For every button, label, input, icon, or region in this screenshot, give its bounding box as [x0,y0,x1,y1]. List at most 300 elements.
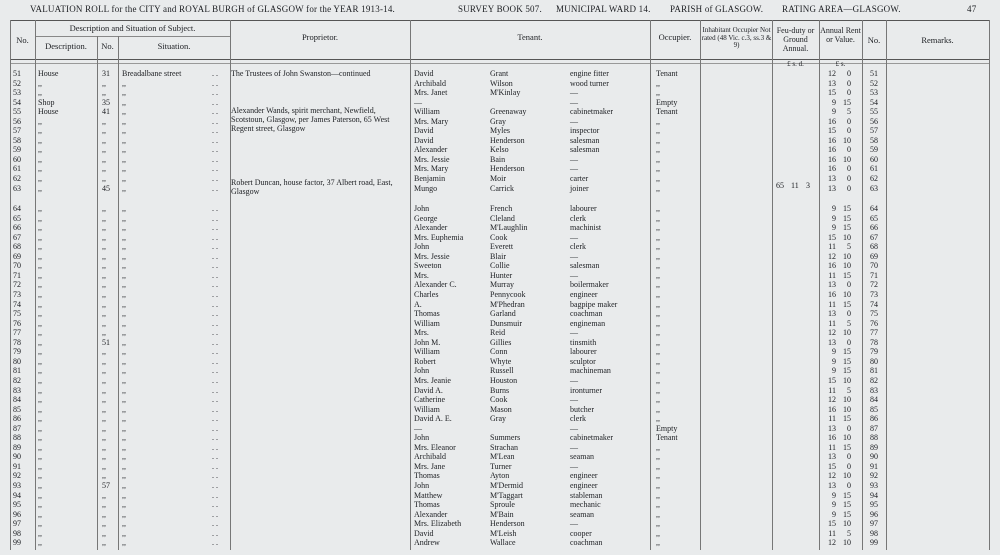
tenant-occupation: labourer [570,204,597,214]
entry-number-right: 55 [870,107,878,117]
col-head-inhabitant: Inhabitant Occupier Not rated (48 Vic. c.3, ss.3 & 9) [701,26,772,49]
rent-shillings: 15 [843,414,851,424]
feu-duty-pounds: 65 [776,181,784,190]
dot-leader: . . [212,480,218,490]
entry-number: 96 [13,509,21,519]
tenant-occupation: engineer [570,480,598,490]
occupier-status: ,, [656,135,660,145]
rent-shillings: 15 [843,366,851,376]
tenant-occupation: stableman [570,490,603,500]
entry-number-right: 98 [870,528,878,538]
situation: ,, [122,270,126,280]
occupier-status: ,, [656,88,660,98]
entry-number: 95 [13,500,21,510]
rent-shillings: 15 [843,442,851,452]
occupier-status: ,, [656,126,660,136]
entry-number-right: 57 [870,126,878,136]
street-number: ,, [102,433,106,443]
street-number: ,, [102,347,106,357]
entry-number-right: 77 [870,328,878,338]
tenant-surname: Wilson [490,78,513,88]
entry-number: 64 [13,204,21,214]
entry-number: 62 [13,174,21,184]
roll-title: VALUATION ROLL for the CITY and ROYAL BURGH of GLASGOW for the YEAR 1913-14. [30,4,395,14]
situation: ,, [122,404,126,414]
rent-shillings: 15 [843,223,851,233]
dot-leader: . . [212,261,218,271]
street-number: ,, [102,261,106,271]
tenant-occupation: clerk [570,213,586,223]
rent-pounds: 13 [828,280,836,290]
proprietor-entry: Alexander Wands, spirit merchant, Newfield, Scotstoun, Glasgow, per James Paterson, 65 West Regent street, Glasgow [231,106,390,134]
entry-number-right: 73 [870,290,878,300]
rent-pounds: 9 [832,97,836,107]
rent-shillings: 5 [847,318,851,328]
entry-number: 79 [13,347,21,357]
street-number: ,, [102,423,106,433]
entry-number: 94 [13,490,21,500]
rent-pounds: 9 [832,213,836,223]
dot-leader: . . [212,452,218,462]
table-row [0,414,1000,423]
tenant-first-name: Mrs. Mary [414,116,449,126]
street-number: 41 [102,107,110,117]
tenant-first-name: William [414,318,440,328]
entry-number-right: 81 [870,366,878,376]
occupier-status: Tenant [656,69,678,78]
rent-shillings: 0 [847,145,851,155]
occupier-status: Empty [656,423,678,433]
tenant-first-name: Mungo [414,183,438,193]
tenant-occupation: ironturner [570,385,602,395]
rent-pounds: 9 [832,366,836,376]
situation: ,, [122,223,126,233]
rent-pounds: 13 [828,174,836,184]
table-row [0,529,1000,538]
tenant-surname: M'Lean [490,452,515,462]
rent-pounds: 16 [828,164,836,174]
tenant-first-name: Mrs. Elizabeth [414,519,462,529]
dot-leader: . . [212,251,218,261]
entry-number-right: 68 [870,242,878,252]
entry-number-right: 91 [870,461,878,471]
tenant-surname: Strachan [490,442,518,452]
rent-shillings: 10 [843,328,851,338]
situation: ,, [122,318,126,328]
dot-leader: . . [212,290,218,300]
occupier-status: ,, [656,337,660,347]
street-number: ,, [102,145,106,155]
description: ,, [38,375,42,385]
situation: ,, [122,145,126,155]
rent-pounds: 11 [828,270,836,280]
rent-pounds: 15 [828,519,836,529]
street-number: ,, [102,154,106,164]
entry-number: 72 [13,280,21,290]
entry-number: 53 [13,88,21,98]
entry-number: 75 [13,309,21,319]
street-number: ,, [102,232,106,242]
tenant-first-name: Mrs. Janet [414,88,448,98]
tenant-occupation: — [570,154,578,164]
municipal-ward: MUNICIPAL WARD 14. [556,4,651,14]
rent-shillings: 0 [847,183,851,193]
entry-number-right: 76 [870,318,878,328]
col-head-desc-group: Description and Situation of Subject. [69,23,196,33]
dot-leader: . . [212,107,218,117]
entry-number-right: 94 [870,490,878,500]
entry-number: 67 [13,232,21,242]
dot-leader: . . [212,404,218,414]
dot-leader: . . [212,328,218,338]
rent-shillings: 0 [847,280,851,290]
dot-leader: . . [212,375,218,385]
rent-shillings: 15 [843,347,851,357]
dot-leader: . . [212,433,218,443]
entry-number-right: 56 [870,116,878,126]
entry-number: 77 [13,328,21,338]
occupier-status: ,, [656,251,660,261]
dot-leader: . . [212,183,218,193]
entry-number-right: 80 [870,356,878,366]
dot-leader: . . [212,519,218,529]
table-row [0,481,1000,490]
dot-leader: . . [212,78,218,88]
dot-leader: . . [212,299,218,309]
occupier-status: ,, [656,232,660,242]
rent-pounds: 13 [828,337,836,347]
tenant-occupation: cabinetmaker [570,433,614,443]
description: ,, [38,280,42,290]
tenant-surname: Hunter [490,270,513,280]
dot-leader: . . [212,309,218,319]
entry-number: 54 [13,97,21,107]
rent-shillings: 10 [843,404,851,414]
situation: ,, [122,290,126,300]
rent-pounds: 11 [828,242,836,252]
tenant-first-name: Sweeton [414,261,442,271]
tenant-surname: Gray [490,116,506,126]
situation: ,, [122,299,126,309]
tenant-first-name: John [414,366,430,376]
dot-leader: . . [212,471,218,481]
occupier-status: ,, [656,318,660,328]
tenant-surname: Murray [490,280,514,290]
street-number: ,, [102,328,106,338]
table-row [0,405,1000,414]
entry-number-right: 61 [870,164,878,174]
entry-number: 63 [13,183,21,193]
tenant-occupation: coachman [570,309,603,319]
col-head-description: Description. [45,41,87,51]
occupier-status: ,, [656,452,660,462]
tenant-surname: M'Dermid [490,480,523,490]
occupier-status: ,, [656,366,660,376]
rent-shillings: 5 [847,107,851,117]
tenant-first-name: Thomas [414,500,440,510]
tenant-first-name: Alexander C. [414,280,457,290]
table-row [0,519,1000,528]
situation: Breadalbane street [122,69,182,78]
tenant-first-name: David A. E. [414,414,452,424]
description: ,, [38,337,42,347]
description: ,, [38,519,42,529]
table-row [0,366,1000,375]
street-number: ,, [102,528,106,538]
table-row [0,242,1000,251]
entry-number: 60 [13,154,21,164]
rent-shillings: 0 [847,309,851,319]
street-number: ,, [102,135,106,145]
situation: ,, [122,471,126,481]
street-number: ,, [102,385,106,395]
occupier-status: ,, [656,471,660,481]
entry-number-right: 58 [870,135,878,145]
street-number: ,, [102,204,106,214]
occupier-status: ,, [656,164,660,174]
table-row [0,443,1000,452]
situation: ,, [122,461,126,471]
tenant-occupation: cooper [570,528,592,538]
occupier-status: ,, [656,414,660,424]
tenant-surname: Houston [490,375,518,385]
tenant-occupation: — [570,423,578,433]
tenant-occupation: engineman [570,318,606,328]
tenant-first-name: Alexander [414,145,448,155]
tenant-occupation: — [570,328,578,338]
situation: ,, [122,116,126,126]
occupier-status: ,, [656,538,660,548]
street-number: ,, [102,78,106,88]
table-row [0,338,1000,347]
occupier-status: ,, [656,328,660,338]
table-row [0,88,1000,97]
description: ,, [38,385,42,395]
dot-leader: . . [212,528,218,538]
table-row [0,155,1000,164]
occupier-status: ,, [656,145,660,155]
entry-number: 93 [13,480,21,490]
col-head-remarks: Remarks. [921,35,954,45]
survey-book: SURVEY BOOK 507. [458,4,542,14]
situation: ,, [122,242,126,252]
occupier-status: ,, [656,480,660,490]
dot-leader: . . [212,145,218,155]
tenant-first-name: Mrs. Eleanor [414,442,456,452]
tenant-first-name: — [414,97,422,107]
entry-number-right: 83 [870,385,878,395]
description: ,, [38,145,42,155]
entry-number-right: 93 [870,480,878,490]
tenant-first-name: Mrs. [414,270,429,280]
entry-number-right: 78 [870,337,878,347]
col-head-occupier: Occupier. [658,32,692,42]
rent-pounds: 9 [832,204,836,214]
entry-number-right: 65 [870,213,878,223]
tenant-occupation: seaman [570,509,594,519]
rent-shillings: 10 [843,290,851,300]
dot-leader: . . [212,423,218,433]
tenant-surname: Ayton [490,471,510,481]
description: ,, [38,538,42,548]
situation: ,, [122,538,126,548]
tenant-occupation: — [570,164,578,174]
tenant-occupation: sculptor [570,356,596,366]
dot-leader: . . [212,509,218,519]
tenant-first-name: Alexander [414,223,448,233]
description: ,, [38,88,42,98]
dot-leader: . . [212,490,218,500]
tenant-occupation: bagpipe maker [570,299,618,309]
parish: PARISH of GLASGOW. [670,4,764,14]
entry-number-right: 62 [870,174,878,184]
entry-number-right: 70 [870,261,878,271]
situation: ,, [122,519,126,529]
rent-shillings: 0 [847,337,851,347]
entry-number-right: 75 [870,309,878,319]
rent-shillings: 10 [843,375,851,385]
rent-pounds: 15 [828,461,836,471]
description: House [38,107,59,117]
situation: ,, [122,395,126,405]
table-row [0,252,1000,261]
tenant-first-name: Matthew [414,490,443,500]
col-head-rent-units: £ s. [835,60,846,68]
tenant-surname: Dunsmuir [490,318,522,328]
rent-shillings: 15 [843,97,851,107]
tenant-surname: Turner [490,461,512,471]
entry-number: 70 [13,261,21,271]
dot-leader: . . [212,242,218,252]
entry-number: 81 [13,366,21,376]
situation: ,, [122,154,126,164]
tenant-first-name: Thomas [414,471,440,481]
tenant-occupation: engine fitter [570,69,609,78]
street-number: 57 [102,480,110,490]
dot-leader: . . [212,174,218,184]
occupier-status: Empty [656,97,678,107]
table-row [0,261,1000,270]
entry-number: 73 [13,290,21,300]
occupier-status: ,, [656,309,660,319]
rent-pounds: 15 [828,375,836,385]
table-row [0,271,1000,280]
rent-pounds: 12 [828,328,836,338]
tenant-occupation: carter [570,174,589,184]
dot-leader: . . [212,337,218,347]
table-row [0,174,1000,183]
street-number: ,, [102,500,106,510]
rent-pounds: 11 [828,318,836,328]
table-row [0,290,1000,299]
entry-number-right: 87 [870,423,878,433]
tenant-surname: Cook [490,395,508,405]
rent-shillings: 15 [843,509,851,519]
situation: ,, [122,490,126,500]
entry-number-right: 99 [870,538,878,548]
dot-leader: . . [212,116,218,126]
tenant-occupation: boilermaker [570,280,609,290]
street-number: 51 [102,337,110,347]
description: ,, [38,261,42,271]
rent-shillings: 10 [843,471,851,481]
occupier-status: ,, [656,280,660,290]
entry-number: 82 [13,375,21,385]
table-row [0,491,1000,500]
rent-shillings: 0 [847,480,851,490]
rent-shillings: 5 [847,528,851,538]
situation: ,, [122,309,126,319]
description: ,, [38,480,42,490]
tenant-first-name: David [414,126,434,136]
entry-number-right: 90 [870,452,878,462]
table-row [0,500,1000,509]
tenant-first-name: Alexander [414,509,448,519]
dot-leader: . . [212,69,218,78]
situation: ,, [122,88,126,98]
tenant-first-name: Mrs. Euphemia [414,232,464,242]
rent-pounds: 12 [828,69,836,78]
occupier-status: ,, [656,385,660,395]
tenant-occupation: clerk [570,242,586,252]
situation: ,, [122,509,126,519]
rent-shillings: 0 [847,69,851,78]
tenant-occupation: — [570,97,578,107]
rent-pounds: 9 [832,107,836,117]
entry-number: 87 [13,423,21,433]
occupier-status: ,, [656,461,660,471]
rent-shillings: 10 [843,232,851,242]
street-number: ,, [102,366,106,376]
situation: ,, [122,366,126,376]
entry-number: 65 [13,213,21,223]
rent-shillings: 0 [847,174,851,184]
table-row [0,328,1000,337]
situation: ,, [122,97,126,107]
tenant-first-name: Mrs. Jessie [414,251,450,261]
situation: ,, [122,452,126,462]
description: ,, [38,500,42,510]
entry-number-right: 89 [870,442,878,452]
dot-leader: . . [212,500,218,510]
description: ,, [38,490,42,500]
description: ,, [38,366,42,376]
table-row [0,126,1000,135]
table-row [0,433,1000,442]
entry-number: 61 [13,164,21,174]
occupier-status: ,, [656,154,660,164]
entry-number: 69 [13,251,21,261]
entry-number-right: 59 [870,145,878,155]
rent-shillings: 10 [843,251,851,261]
entry-number-right: 53 [870,88,878,98]
description: ,, [38,299,42,309]
rent-pounds: 15 [828,88,836,98]
description: ,, [38,232,42,242]
rent-pounds: 9 [832,500,836,510]
tenant-occupation: cabinetmaker [570,107,614,117]
dot-leader: . . [212,385,218,395]
tenant-surname: Gray [490,414,506,424]
tenant-first-name: Mrs. [414,328,429,338]
entry-number: 91 [13,461,21,471]
tenant-occupation: — [570,461,578,471]
situation: ,, [122,232,126,242]
col-head-rent: Annual Rent or Value. [820,26,861,44]
tenant-occupation: machinist [570,223,602,233]
tenant-surname: Henderson [490,519,525,529]
entry-number: 99 [13,538,21,548]
